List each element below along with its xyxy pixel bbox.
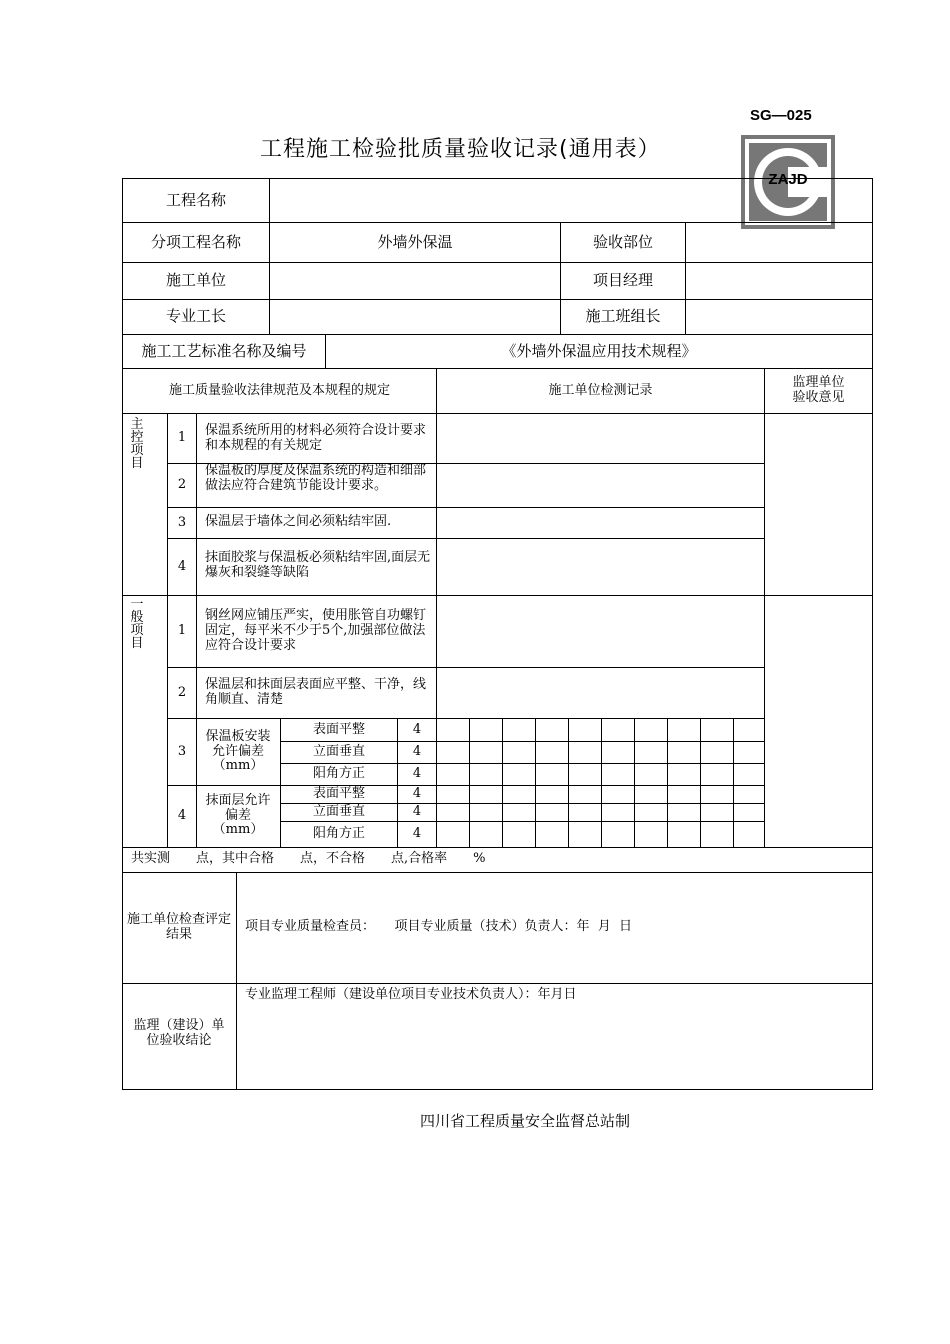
main-item-4-text: 抹面胶浆与保温板必须粘结牢固,面层无爆灰和裂缝等缺陷 [205,550,431,580]
tolerance-item: 立面垂直 [312,804,365,820]
tolerance-group-1-name: 保温板安装允许偏差（mm） [205,728,271,774]
general-items-label: 一般项目 [130,597,144,651]
tolerance-item: 表面平整 [312,721,365,737]
tolerance-item: 立面垂直 [312,744,365,760]
tolerance-value: 4 [412,786,422,802]
tolerance-item: 阳角方正 [312,766,365,782]
supervision-header-line1: 监理单位 [792,375,845,391]
contractor-field[interactable] [270,263,560,299]
project-name-field[interactable] [270,179,872,222]
main-item-3-text: 保温层于墙体之间必须粘结牢固. [205,514,392,529]
inspection-header: 施工单位检测记录 [548,382,653,398]
tolerance-group-2-no: 4 [177,808,187,824]
general-item-2-no: 2 [177,684,187,700]
supervision-header [765,369,872,413]
main-item-1-no: 1 [177,430,187,446]
logo-text: ZAJD [768,171,808,188]
tolerance-value: 4 [412,744,422,760]
general-item-1-text: 钢丝网应铺压严实，使用胀管自功螺钉固定，每平米不少于5个,加强部位做法应符合设计要求 [205,608,427,653]
tolerance-item: 阳角方正 [312,826,365,842]
project-name-label: 工程名称 [165,190,226,209]
main-items-label: 主控项目 [130,417,144,471]
tolerance-group-1-no: 3 [177,743,187,759]
pm-field[interactable] [686,263,872,299]
main-item-1-text: 保温系统所用的材料必须符合设计要求和本规程的有关规定 [205,423,427,453]
general-item-1-no: 1 [177,623,187,639]
contractor-check-text: 项目专业质量检查员： 项目专业质量（技术）负责人：年 月 日 [245,919,633,934]
form-code: SG—025 [750,107,812,124]
main-item-2-no: 2 [177,477,187,493]
inspect-part-field[interactable] [686,223,872,262]
issuer-footer: 四川省工程质量安全监督总站制 [420,1112,631,1130]
team-leader-field[interactable] [686,300,872,334]
contractor-label: 施工单位 [165,271,226,290]
sub-project-value[interactable]: 外墙外保温 [377,232,453,251]
inspect-part-label: 验收部位 [592,232,653,251]
regulation-header: 施工质量验收法律规范及本规程的规定 [168,382,390,398]
tolerance-group-2-name: 抹面层允许偏差（mm） [205,792,271,838]
summary-line: 共实测 点，其中合格 点，不合格 点,合格率 % [131,851,486,866]
tolerance-value: 4 [412,804,422,820]
tolerance-value: 4 [412,721,422,737]
pm-label: 项目经理 [592,271,653,290]
supervision-check-text: 专业监理工程师（建设单位项目专业技术负责人）：年月日 [245,987,577,1002]
main-item-4-no: 4 [177,558,187,574]
main-item-3-no: 3 [177,514,187,530]
standard-label: 施工工艺标准名称及编号 [141,341,307,360]
tolerance-value: 4 [412,766,422,782]
tolerance-item: 表面平整 [312,786,365,802]
main-item-2-text: 保温板的厚度及保温系统的构造和细部做法应符合建筑节能设计要求。 [205,463,427,493]
tolerance-value: 4 [412,826,422,842]
foreman-field[interactable] [270,300,560,334]
general-item-2-text: 保温层和抹面层表面应平整、干净，线角顺直、清楚 [205,677,427,707]
standard-value[interactable]: 《外墙外保温应用技术规程》 [501,341,697,360]
sub-project-label: 分项工程名称 [150,232,241,251]
foreman-label: 专业工长 [165,307,226,326]
supervision-check-label: 监理（建设）单位验收结论 [133,1018,225,1048]
contractor-check-label: 施工单位检查评定结果 [126,912,231,942]
team-leader-label: 施工班组长 [585,307,661,326]
page-title: 工程施工检验批质量验收记录(通用表） [260,137,661,162]
supervision-header-line2: 验收意见 [792,390,845,405]
